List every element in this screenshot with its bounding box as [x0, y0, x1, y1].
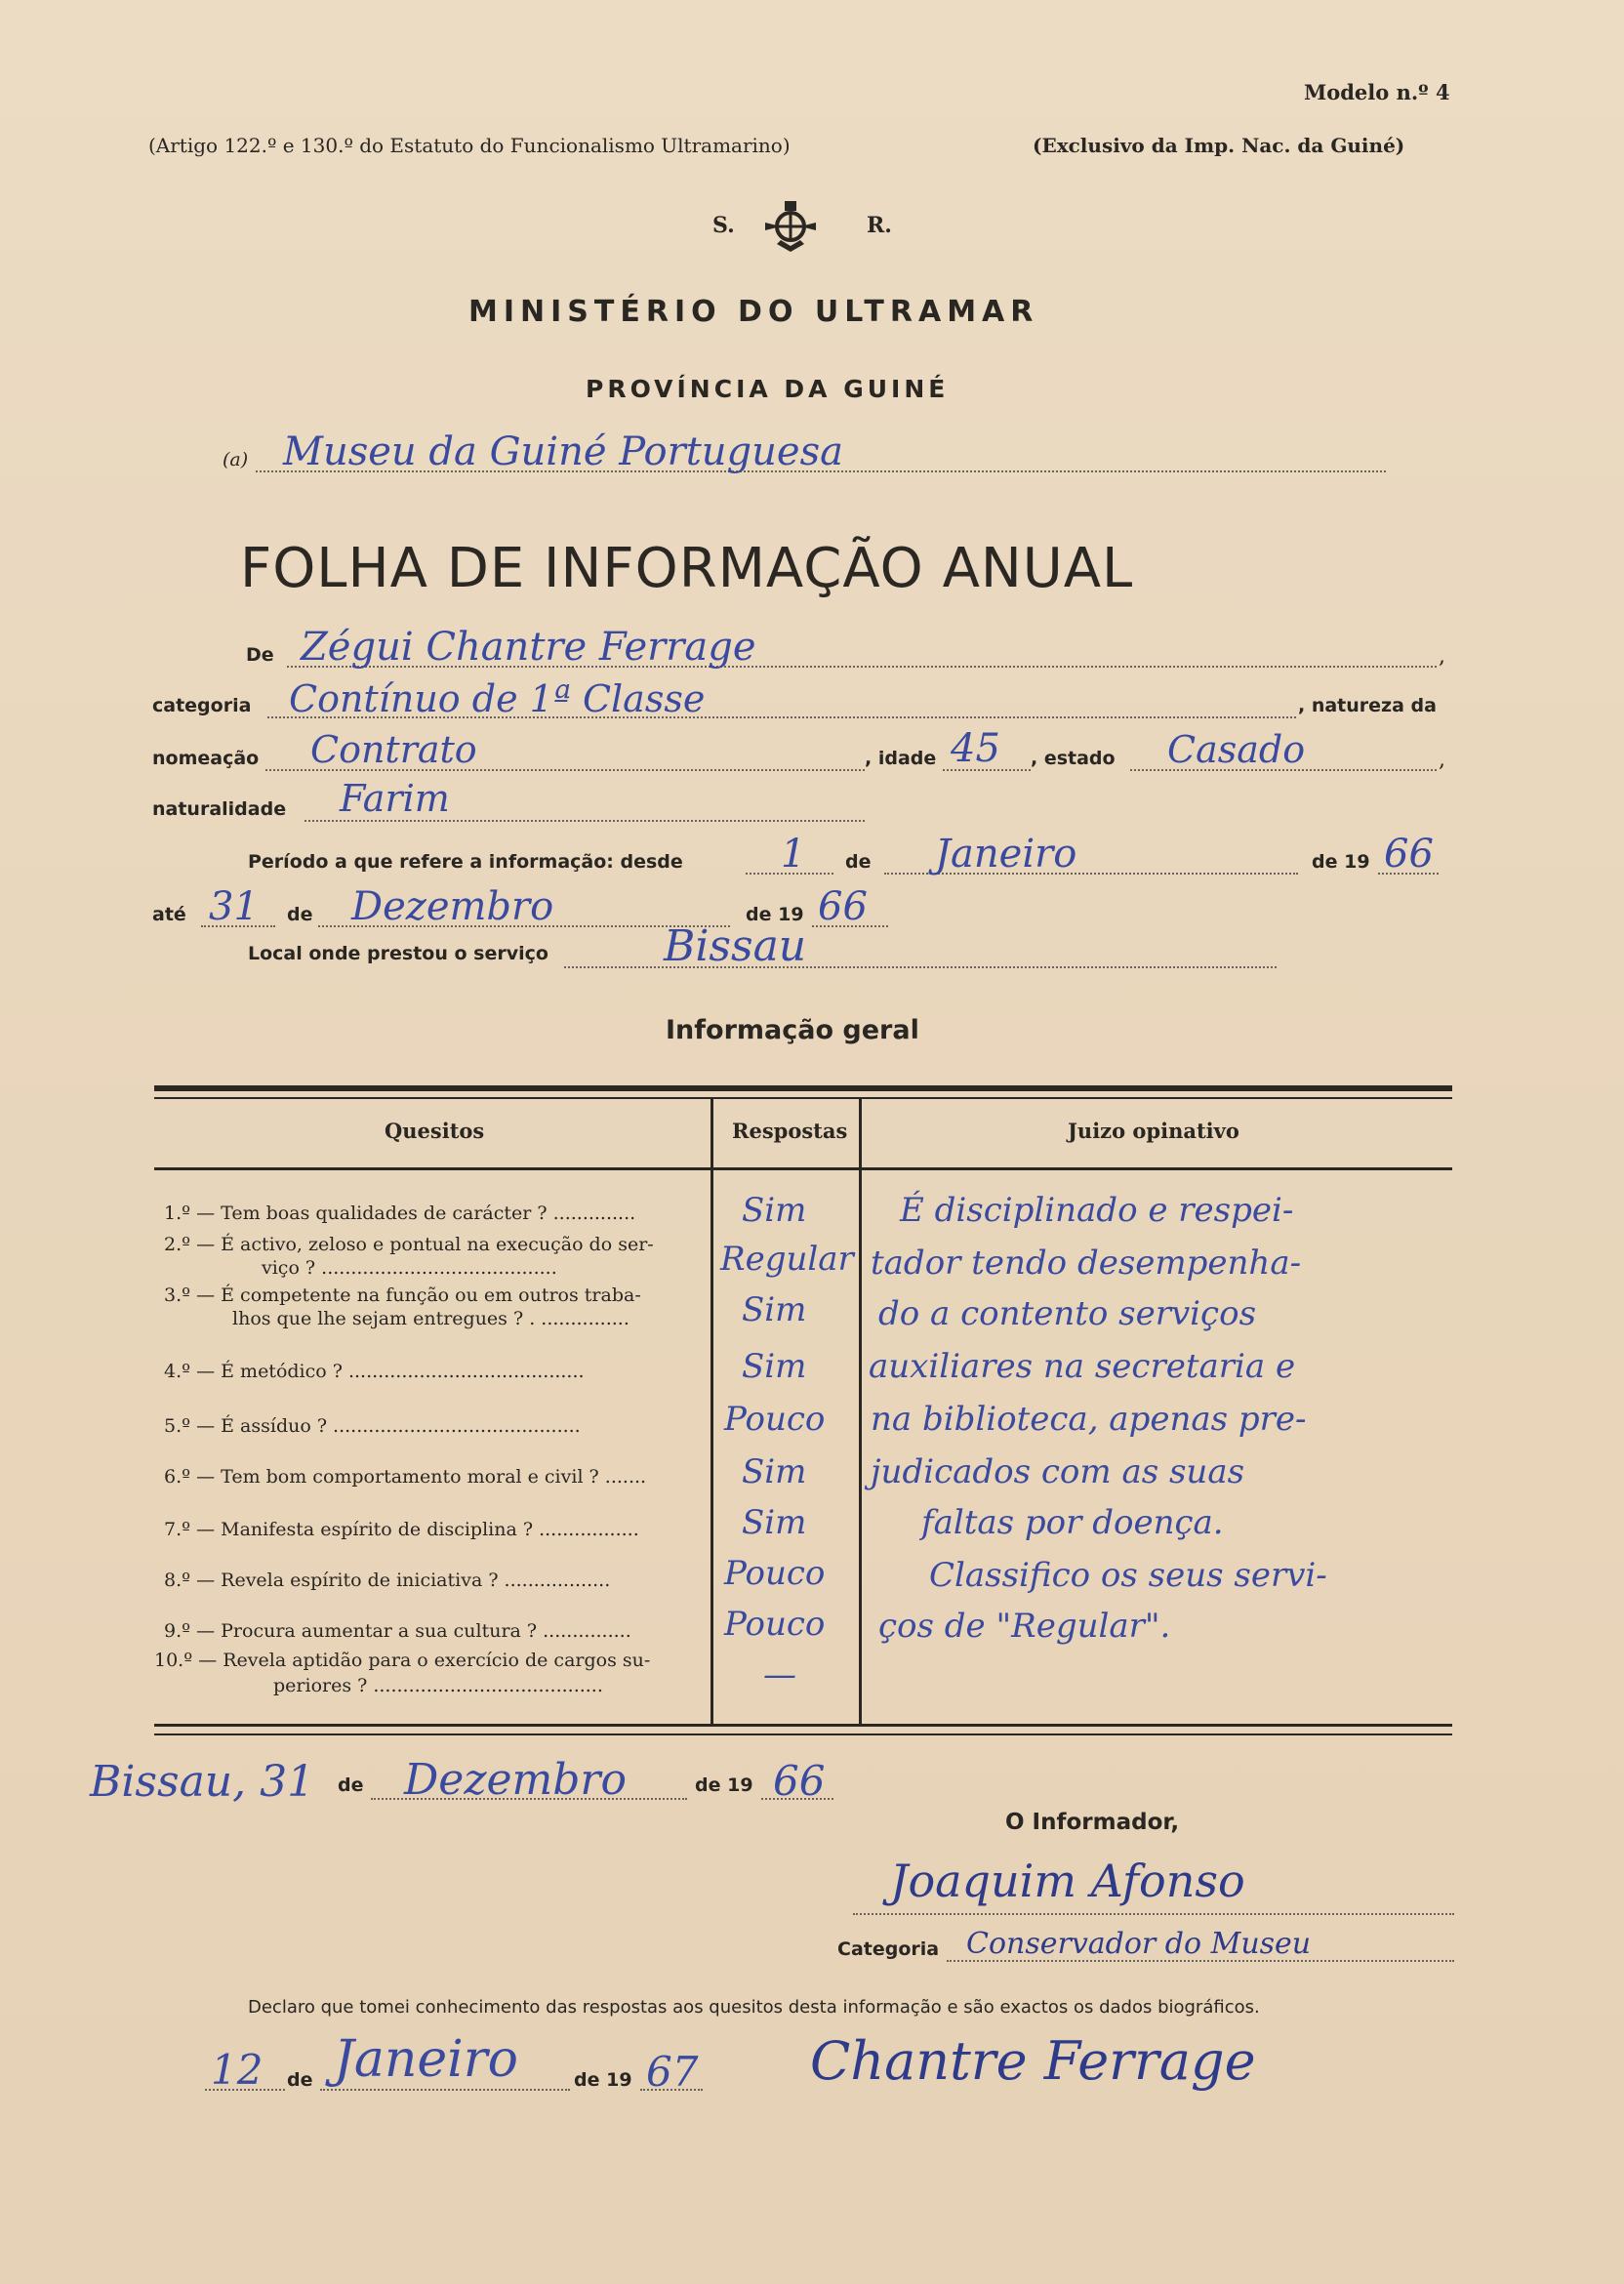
opinion-line-2: tador tendo desempenha-	[871, 1244, 1302, 1283]
footer-de-label: de	[338, 1774, 364, 1796]
decl-de19-label: de 19	[574, 2069, 632, 2091]
question-4: 4.º — É metódico ? ........................................	[164, 1361, 585, 1382]
decl-de-label: de	[287, 2069, 313, 2091]
ate-de-label: de	[287, 904, 313, 925]
ate-month: Dezembro	[351, 884, 554, 929]
naturalidade-label: naturalidade	[152, 798, 287, 820]
de-label: De	[246, 644, 274, 666]
opinion-line-7: faltas por doença.	[921, 1503, 1224, 1542]
answer-8: Pouco	[724, 1554, 826, 1593]
answer-2: Regular	[720, 1240, 854, 1279]
desde-year: 66	[1384, 832, 1434, 877]
question-9: 9.º — Procura aumentar a sua cultura ? ...............	[164, 1620, 631, 1642]
answer-5: Pouco	[724, 1400, 826, 1439]
comma: ,	[1439, 748, 1445, 772]
question-2-cont: viço ? ........................................	[262, 1257, 557, 1279]
header-respostas: Respostas	[732, 1119, 848, 1143]
opinion-line-4: auxiliares na secretaria e	[869, 1347, 1296, 1386]
answer-1: Sim	[742, 1191, 807, 1230]
section-title: Informação geral	[666, 1015, 919, 1045]
period-label: Período a que refere a informação: desde	[248, 851, 683, 873]
footer-de19-label: de 19	[695, 1774, 753, 1796]
nomeacao-value: Contrato	[310, 728, 477, 771]
emblem-left-letter: S.	[712, 213, 735, 238]
local-value: Bissau	[664, 921, 807, 971]
a-label: (a)	[223, 449, 249, 470]
footer-month: Dezembro	[404, 1755, 627, 1805]
estado-label: , estado	[1031, 748, 1116, 769]
question-5: 5.º — É assíduo ? ..........................................	[164, 1415, 581, 1437]
exclusivo-note: (Exclusivo da Imp. Nac. da Guiné)	[1033, 134, 1405, 157]
question-2: 2.º — É activo, zeloso e pontual na execução do ser-	[164, 1234, 654, 1255]
modelo-number: Modelo n.º 4	[1304, 80, 1450, 104]
question-3-cont: lhos que lhe sejam entregues ? . ...............	[232, 1308, 629, 1329]
employee-name: Zégui Chantre Ferrage	[301, 625, 756, 670]
question-3: 3.º — É competente na função ou em outros traba-	[164, 1285, 641, 1306]
idade-value: 45	[951, 726, 1000, 771]
province-title: PROVÍNCIA DA GUINÉ	[586, 375, 950, 403]
opinion-line-9: ços de "Regular".	[878, 1607, 1171, 1646]
declaration-text: Declaro que tomei conhecimento das respostas aos quesitos desta informação e são exactos os dados biográficos.	[248, 1997, 1260, 2018]
decl-month: Janeiro	[334, 2030, 518, 2089]
coat-of-arms-emblem	[759, 195, 822, 258]
decl-year: 67	[646, 2048, 699, 2096]
decl-signature: Chantre Ferrage	[810, 2030, 1256, 2092]
footer-categoria-label: Categoria	[837, 1938, 940, 1960]
ate-year: 66	[818, 884, 868, 929]
answer-9: Pouco	[724, 1605, 826, 1644]
footer-categoria-value: Conservador do Museu	[966, 1927, 1312, 1961]
emblem-right-letter: R.	[867, 213, 892, 238]
idade-label: , idade	[865, 748, 937, 769]
question-10: 10.º — Revela aptidão para o exercício de cargos su-	[154, 1650, 651, 1671]
nomeacao-label: nomeação	[152, 748, 260, 769]
opinion-line-8: Classifico os seus servi-	[929, 1556, 1327, 1595]
question-6: 6.º — Tem bom comportamento moral e civil ? .......	[164, 1466, 647, 1488]
answer-10: —	[763, 1655, 796, 1694]
answer-6: Sim	[742, 1452, 807, 1491]
period-de19-label: de 19	[1312, 851, 1370, 873]
answer-4: Sim	[742, 1347, 807, 1386]
footer-place-day: Bissau, 31	[90, 1757, 315, 1807]
natureza-label: , natureza da	[1298, 695, 1437, 716]
artigo-reference: (Artigo 122.º e 130.º do Estatuto do Funcionalismo Ultramarino)	[148, 134, 791, 157]
opinion-line-3: do a contento serviços	[878, 1294, 1257, 1333]
informador-label: O Informador,	[1005, 1810, 1180, 1835]
ate-label: até	[152, 904, 186, 925]
period-de-label: de	[845, 851, 872, 873]
answer-3: Sim	[742, 1290, 807, 1329]
institution-handwritten: Museu da Guiné Portuguesa	[283, 429, 843, 474]
comma: ,	[1439, 644, 1445, 669]
decl-day: 12	[211, 2046, 264, 2094]
ate-de19-label: de 19	[746, 904, 804, 925]
header-juizo: Juizo opinativo	[1068, 1119, 1239, 1143]
ate-day: 31	[209, 884, 259, 929]
naturalidade-value: Farim	[340, 777, 450, 820]
question-1: 1.º — Tem boas qualidades de carácter ? ..............	[164, 1203, 636, 1224]
form-title: FOLHA DE INFORMAÇÃO ANUAL	[240, 537, 1134, 600]
informador-signature: Joaquim Afonso	[890, 1855, 1245, 1907]
desde-day: 1	[781, 832, 806, 877]
footer-year: 66	[773, 1757, 826, 1805]
categoria-label: categoria	[152, 695, 252, 716]
categoria-value: Contínuo de 1ª Classe	[289, 677, 706, 720]
estado-value: Casado	[1167, 728, 1306, 771]
question-8: 8.º — Revela espírito de iniciativa ? ..................	[164, 1570, 611, 1591]
local-label: Local onde prestou o serviço	[248, 943, 548, 964]
ministry-title: MINISTÉRIO DO ULTRAMAR	[468, 295, 1039, 329]
desde-month: Janeiro	[935, 832, 1077, 877]
question-7: 7.º — Manifesta espírito de disciplina ? .................	[164, 1519, 639, 1540]
header-quesitos: Quesitos	[385, 1119, 485, 1143]
opinion-line-1: É disciplinado e respei-	[900, 1191, 1294, 1230]
answer-7: Sim	[742, 1503, 807, 1542]
opinion-line-5: na biblioteca, apenas pre-	[871, 1400, 1307, 1439]
opinion-line-6: judicados com as suas	[871, 1452, 1245, 1491]
question-10-cont: periores ? .......................................	[273, 1675, 603, 1696]
